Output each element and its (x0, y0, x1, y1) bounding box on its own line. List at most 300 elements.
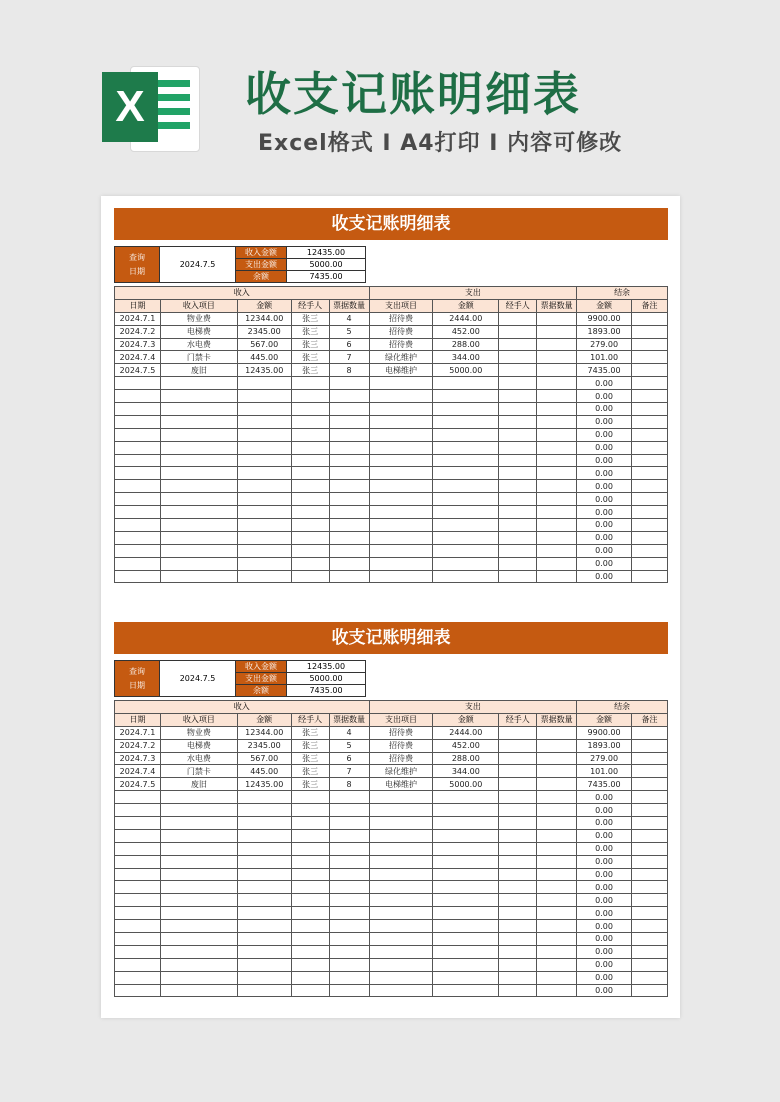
balance-cell: 0.00 (577, 842, 632, 855)
table-cell (433, 984, 499, 997)
table-cell (433, 441, 499, 454)
table-cell (115, 894, 161, 907)
empty-row (115, 544, 668, 557)
table-cell (537, 984, 577, 997)
table-cell (329, 531, 369, 544)
table-cell (632, 971, 668, 984)
table-cell: 招待费 (369, 325, 433, 338)
table-cell (329, 403, 369, 416)
table-cell (433, 377, 499, 390)
empty-row (115, 519, 668, 532)
table-row (115, 739, 668, 752)
table-cell (237, 557, 291, 570)
excel-logo-icon: X (102, 62, 200, 154)
table-cell (237, 480, 291, 493)
table-cell (160, 817, 237, 830)
table-cell (369, 531, 433, 544)
table-row (115, 325, 668, 338)
table-cell (115, 506, 161, 519)
table-cell (632, 817, 668, 830)
table-cell (291, 984, 329, 997)
table-cell (632, 984, 668, 997)
table-cell: 279.00 (577, 752, 632, 765)
table-cell (369, 894, 433, 907)
empty-row (115, 531, 668, 544)
table-cell (160, 894, 237, 907)
balance-cell: 0.00 (577, 544, 632, 557)
table-cell (115, 415, 161, 428)
table-cell (291, 454, 329, 467)
balance-cell: 0.00 (577, 945, 632, 958)
table-cell (537, 907, 577, 920)
table-cell (499, 390, 537, 403)
table-cell (537, 778, 577, 791)
table-cell (537, 855, 577, 868)
table-cell (291, 377, 329, 390)
table-cell (291, 971, 329, 984)
column-header: 金额 (237, 299, 291, 312)
table-cell (632, 519, 668, 532)
table-cell (237, 945, 291, 958)
page-subtitle: Excel格式 I A4打印 I 内容可修改 (258, 131, 623, 156)
table-cell (329, 855, 369, 868)
table-cell (499, 971, 537, 984)
table-cell (632, 428, 668, 441)
table-cell (499, 493, 537, 506)
table-cell (369, 791, 433, 804)
table-cell: 物业费 (160, 726, 237, 739)
table-cell (291, 544, 329, 557)
balance-cell: 0.00 (577, 519, 632, 532)
table-cell (433, 920, 499, 933)
table-cell (329, 480, 369, 493)
column-header: 备注 (632, 299, 668, 312)
table-cell: 1893.00 (577, 739, 632, 752)
ledger-table (114, 700, 668, 997)
table-cell: 12344.00 (237, 726, 291, 739)
empty-row (115, 855, 668, 868)
table-cell: 招待费 (369, 338, 433, 351)
table-cell: 2024.7.3 (115, 338, 161, 351)
table-cell (329, 958, 369, 971)
table-cell (329, 390, 369, 403)
table-cell (160, 945, 237, 958)
table-cell (499, 428, 537, 441)
table-cell (329, 971, 369, 984)
table-cell (537, 377, 577, 390)
table-cell (237, 881, 291, 894)
table-cell: 张三 (291, 338, 329, 351)
table-cell (433, 519, 499, 532)
column-header: 日期 (115, 713, 161, 726)
empty-row (115, 817, 668, 830)
table-cell (632, 920, 668, 933)
table-cell (499, 817, 537, 830)
table-cell (632, 415, 668, 428)
table-cell (237, 971, 291, 984)
table-cell (329, 881, 369, 894)
balance-cell: 0.00 (577, 907, 632, 920)
empty-row (115, 984, 668, 997)
table-cell (433, 881, 499, 894)
empty-row (115, 390, 668, 403)
empty-row (115, 403, 668, 416)
column-header: 经手人 (499, 299, 537, 312)
table-cell (160, 868, 237, 881)
summary-label: 收入金额 (236, 247, 287, 259)
balance-cell: 0.00 (577, 971, 632, 984)
table-cell (433, 570, 499, 583)
table-cell (237, 390, 291, 403)
table-cell (369, 907, 433, 920)
table-cell (160, 920, 237, 933)
table-cell: 门禁卡 (160, 351, 237, 364)
balance-cell: 0.00 (577, 557, 632, 570)
table-row (115, 312, 668, 325)
table-cell: 张三 (291, 778, 329, 791)
table-cell (537, 312, 577, 325)
table-cell (537, 817, 577, 830)
balance-cell: 0.00 (577, 467, 632, 480)
table-cell (237, 570, 291, 583)
table-cell (632, 403, 668, 416)
balance-cell: 0.00 (577, 390, 632, 403)
table-cell: 8 (329, 778, 369, 791)
balance-cell: 0.00 (577, 377, 632, 390)
ledger-sheet-1 (114, 208, 668, 583)
table-cell (369, 403, 433, 416)
table-cell (237, 804, 291, 817)
table-row (115, 726, 668, 739)
table-cell (291, 506, 329, 519)
table-cell: 6 (329, 338, 369, 351)
table-cell (160, 829, 237, 842)
table-cell: 水电费 (160, 752, 237, 765)
table-cell (499, 519, 537, 532)
table-cell: 2345.00 (237, 325, 291, 338)
table-cell: 452.00 (433, 325, 499, 338)
table-cell: 电梯费 (160, 739, 237, 752)
table-cell (369, 984, 433, 997)
table-cell (160, 958, 237, 971)
table-cell (632, 842, 668, 855)
table-cell (632, 441, 668, 454)
table-cell (537, 752, 577, 765)
empty-row (115, 441, 668, 454)
table-cell (291, 467, 329, 480)
table-cell (632, 531, 668, 544)
table-cell (537, 403, 577, 416)
table-cell (115, 842, 161, 855)
table-cell (499, 855, 537, 868)
table-cell (160, 415, 237, 428)
table-cell (632, 557, 668, 570)
table-cell: 门禁卡 (160, 765, 237, 778)
balance-cell: 0.00 (577, 480, 632, 493)
balance-cell: 0.00 (577, 531, 632, 544)
empty-row (115, 933, 668, 946)
table-cell (237, 920, 291, 933)
table-cell (329, 377, 369, 390)
summary-label: 余额 (236, 271, 287, 283)
table-cell (115, 480, 161, 493)
table-cell (160, 531, 237, 544)
empty-row (115, 958, 668, 971)
table-cell (499, 984, 537, 997)
table-cell (537, 739, 577, 752)
table-cell (115, 390, 161, 403)
table-cell (433, 971, 499, 984)
table-cell (499, 945, 537, 958)
table-cell (369, 855, 433, 868)
table-cell (237, 493, 291, 506)
table-cell (433, 958, 499, 971)
column-header: 经手人 (291, 299, 329, 312)
table-cell (499, 765, 537, 778)
table-cell (291, 493, 329, 506)
table-cell (499, 364, 537, 377)
column-header: 票据数量 (537, 299, 577, 312)
table-cell (329, 868, 369, 881)
table-cell (115, 984, 161, 997)
table-cell: 567.00 (237, 752, 291, 765)
empty-row (115, 945, 668, 958)
empty-row (115, 557, 668, 570)
table-cell (499, 894, 537, 907)
empty-row (115, 480, 668, 493)
table-cell (329, 454, 369, 467)
sheet-preview (101, 196, 680, 1018)
table-cell (499, 726, 537, 739)
table-cell (160, 454, 237, 467)
income-group-header: 收入 (115, 287, 370, 300)
table-cell (537, 441, 577, 454)
table-cell (537, 338, 577, 351)
table-cell (237, 817, 291, 830)
table-cell: 6 (329, 752, 369, 765)
table-cell (499, 480, 537, 493)
table-cell (537, 544, 577, 557)
table-cell (369, 390, 433, 403)
column-header: 支出项目 (369, 299, 433, 312)
summary-table (114, 660, 366, 697)
empty-row (115, 829, 668, 842)
balance-cell: 0.00 (577, 881, 632, 894)
balance-group-header: 结余 (577, 701, 668, 714)
table-row (115, 765, 668, 778)
table-cell (115, 557, 161, 570)
income-group-header: 收入 (115, 701, 370, 714)
table-cell: 567.00 (237, 338, 291, 351)
table-cell: 2024.7.2 (115, 325, 161, 338)
table-cell: 张三 (291, 765, 329, 778)
table-cell (115, 817, 161, 830)
table-cell (115, 920, 161, 933)
summary-value: 7435.00 (287, 271, 366, 283)
table-cell: 绿化维护 (369, 351, 433, 364)
column-header: 金额 (577, 713, 632, 726)
table-cell (632, 739, 668, 752)
table-cell: 张三 (291, 752, 329, 765)
table-cell (115, 428, 161, 441)
table-cell (160, 403, 237, 416)
table-cell (632, 364, 668, 377)
table-cell (433, 894, 499, 907)
table-cell (115, 971, 161, 984)
banner (0, 0, 780, 190)
table-cell (499, 920, 537, 933)
table-cell (632, 544, 668, 557)
expense-group-header: 支出 (369, 701, 577, 714)
table-cell (291, 868, 329, 881)
summary-label: 收入金额 (236, 661, 287, 673)
table-cell (329, 894, 369, 907)
table-cell (632, 881, 668, 894)
ledger-table (114, 286, 668, 583)
table-cell (632, 894, 668, 907)
table-cell (537, 325, 577, 338)
table-cell (632, 377, 668, 390)
table-cell (115, 531, 161, 544)
summary-label: 余额 (236, 685, 287, 697)
table-cell (632, 351, 668, 364)
table-cell (433, 544, 499, 557)
table-cell (369, 804, 433, 817)
table-cell (329, 804, 369, 817)
table-cell (499, 312, 537, 325)
table-cell: 绿化维护 (369, 765, 433, 778)
table-cell: 9900.00 (577, 726, 632, 739)
table-cell: 张三 (291, 325, 329, 338)
table-cell (369, 881, 433, 894)
table-cell (237, 506, 291, 519)
table-cell (160, 907, 237, 920)
table-cell (237, 829, 291, 842)
table-cell (433, 933, 499, 946)
sheet-title: 收支记账明细表 (114, 208, 668, 240)
table-cell: 344.00 (433, 765, 499, 778)
table-cell (291, 894, 329, 907)
table-cell (237, 454, 291, 467)
table-cell (237, 531, 291, 544)
table-cell (291, 557, 329, 570)
table-cell (237, 958, 291, 971)
table-cell (537, 390, 577, 403)
column-header: 票据数量 (329, 713, 369, 726)
table-cell (237, 791, 291, 804)
table-cell (433, 817, 499, 830)
table-cell (115, 544, 161, 557)
table-cell (329, 933, 369, 946)
column-header: 收入项目 (160, 713, 237, 726)
table-cell (115, 441, 161, 454)
table-cell: 2024.7.5 (115, 364, 161, 377)
table-cell (291, 480, 329, 493)
column-header: 经手人 (499, 713, 537, 726)
table-cell (291, 415, 329, 428)
empty-row (115, 920, 668, 933)
table-cell (499, 506, 537, 519)
table-cell (237, 415, 291, 428)
summary-table (114, 246, 366, 283)
table-cell (160, 791, 237, 804)
table-cell (291, 907, 329, 920)
balance-cell: 0.00 (577, 958, 632, 971)
table-cell (499, 557, 537, 570)
summary-label: 支出金额 (236, 673, 287, 685)
table-cell (433, 390, 499, 403)
balance-cell: 0.00 (577, 403, 632, 416)
table-cell: 招待费 (369, 726, 433, 739)
table-cell (237, 377, 291, 390)
balance-cell: 0.00 (577, 855, 632, 868)
table-cell (632, 868, 668, 881)
table-cell (433, 467, 499, 480)
balance-cell: 0.00 (577, 894, 632, 907)
table-row (115, 364, 668, 377)
table-cell (433, 415, 499, 428)
table-cell (291, 817, 329, 830)
column-header: 金额 (237, 713, 291, 726)
balance-cell: 0.00 (577, 415, 632, 428)
table-cell: 张三 (291, 312, 329, 325)
table-cell (632, 467, 668, 480)
empty-row (115, 506, 668, 519)
table-cell (433, 493, 499, 506)
table-cell: 288.00 (433, 752, 499, 765)
table-cell: 4 (329, 312, 369, 325)
table-cell (115, 467, 161, 480)
summary-value: 7435.00 (287, 685, 366, 697)
balance-cell: 0.00 (577, 920, 632, 933)
table-cell: 2024.7.5 (115, 778, 161, 791)
table-cell (537, 726, 577, 739)
table-cell: 101.00 (577, 351, 632, 364)
table-cell (329, 428, 369, 441)
table-cell (160, 428, 237, 441)
table-cell (329, 945, 369, 958)
table-cell (329, 842, 369, 855)
table-cell: 水电费 (160, 338, 237, 351)
table-cell (433, 791, 499, 804)
table-cell: 2024.7.2 (115, 739, 161, 752)
balance-cell: 0.00 (577, 506, 632, 519)
table-cell (632, 454, 668, 467)
table-cell (160, 544, 237, 557)
empty-row (115, 842, 668, 855)
empty-row (115, 493, 668, 506)
table-cell (537, 945, 577, 958)
table-cell (632, 312, 668, 325)
table-cell (329, 493, 369, 506)
table-cell (369, 441, 433, 454)
table-cell: 废旧 (160, 364, 237, 377)
table-cell: 招待费 (369, 739, 433, 752)
table-cell (537, 428, 577, 441)
table-cell (537, 351, 577, 364)
table-cell (537, 971, 577, 984)
table-cell: 物业费 (160, 312, 237, 325)
empty-row (115, 428, 668, 441)
table-cell (237, 428, 291, 441)
balance-cell: 0.00 (577, 791, 632, 804)
query-date-label: 查询 日期 (115, 247, 160, 283)
table-cell (369, 868, 433, 881)
table-cell: 1893.00 (577, 325, 632, 338)
table-cell (537, 842, 577, 855)
table-cell (369, 570, 433, 583)
table-cell (369, 829, 433, 842)
